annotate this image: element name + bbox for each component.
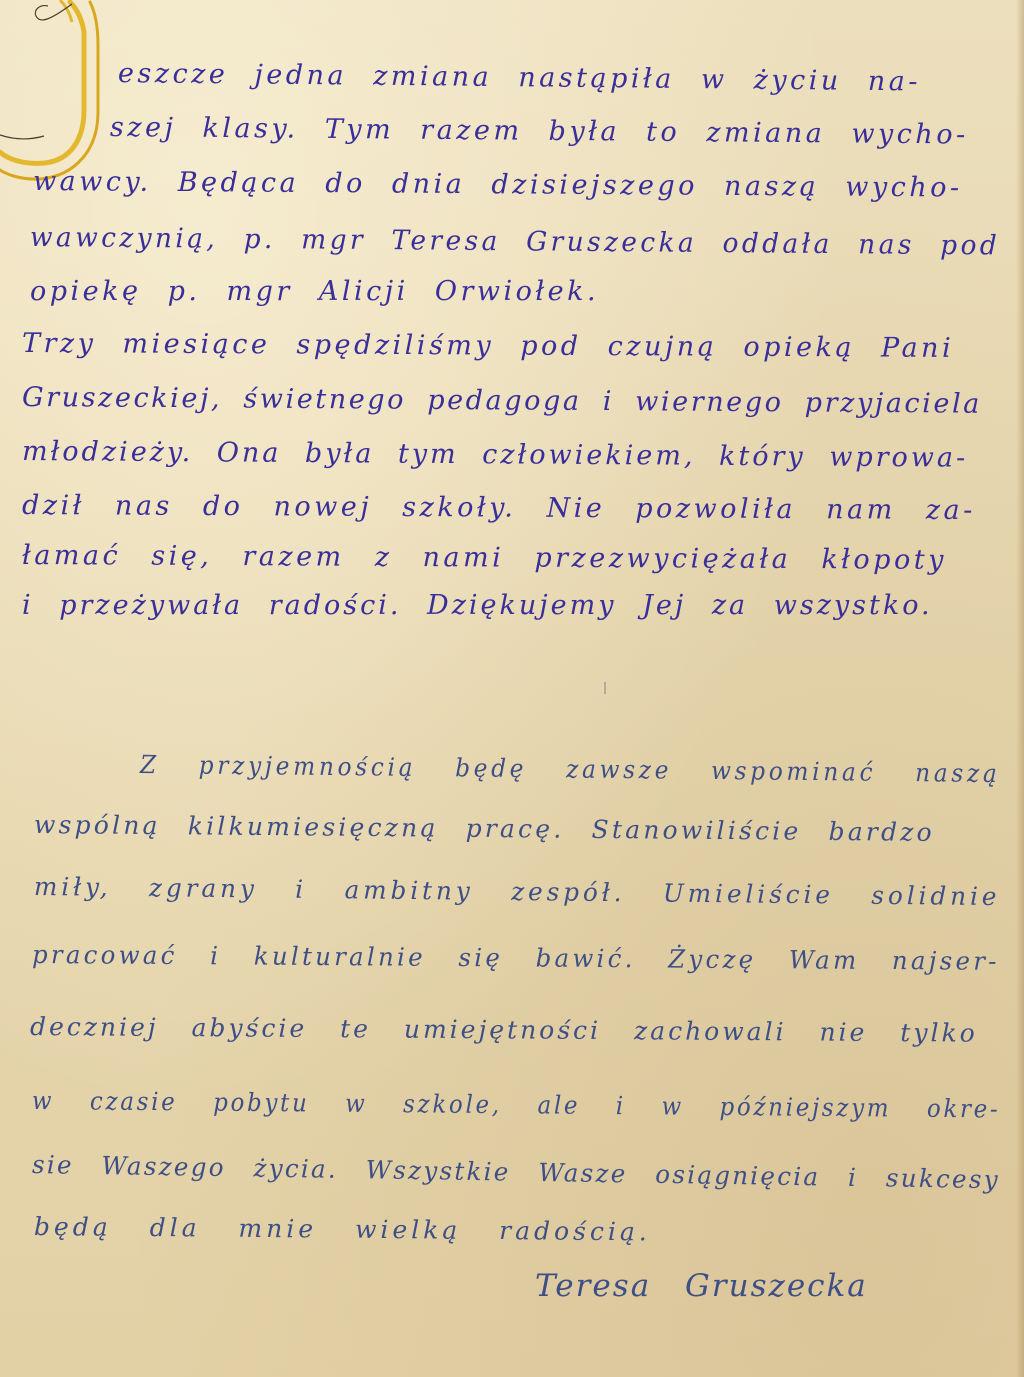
text-line: w czasie pobytu w szkole, ale i w późniejszym okre- — [31, 1086, 1001, 1124]
text-line: dził nas do nowej szkoły. Nie pozwoliła nam za- — [21, 490, 976, 526]
ink-dot — [604, 682, 606, 694]
text-line: i przeżywała radości. Dziękujemy Jej za wszystko. — [22, 590, 933, 621]
text-line: Gruszeckiej, świetnego pedagoga i wiernego przyjaciela — [21, 382, 983, 420]
text-line: deczniej abyście te umiejętności zachowali nie tylko — [29, 1012, 978, 1048]
text-line: wspólną kilkumiesięczną pracę. Stanowiliście bardzo — [33, 810, 935, 847]
text-line: łamać się, razem z nami przezwyciężała kłopoty — [21, 540, 947, 576]
text-line: miły, zgrany i ambitny zespół. Umieliście solidnie — [33, 872, 1001, 912]
text-line: sie Waszego życia. Wszystkie Wasze osiągnięcia i sukcesy — [31, 1150, 1001, 1195]
text-line: młodzieży. Ona była tym człowiekiem, który wprowa- — [21, 436, 969, 474]
page-edge-shadow — [1016, 0, 1024, 1377]
teacher-signature: Teresa Gruszecka — [535, 1268, 868, 1304]
text-line: eszcze jedna zmiana nastąpiła w życiu na- — [117, 58, 922, 98]
text-line: opiekę p. mgr Alicji Orwiołek. — [30, 276, 600, 307]
text-line: Z przyjemnością będę zawsze wspominać naszą — [139, 750, 1001, 789]
text-line: wawcy. Będąca do dnia dzisiejszego naszą wycho- — [32, 166, 963, 204]
text-line: Trzy miesiące spędziliśmy pod czujną opieką Pani — [21, 328, 955, 364]
text-line: szej klasy. Tym razem była to zmiana wycho- — [109, 112, 969, 151]
text-line: będą dla mnie wielką radością. — [33, 1212, 651, 1247]
text-line: pracować i kulturalnie się bawić. Życzę Wam najser- — [31, 940, 1000, 976]
text-line: wawczynią, p. mgr Teresa Gruszecka oddała nas pod — [29, 222, 1001, 262]
